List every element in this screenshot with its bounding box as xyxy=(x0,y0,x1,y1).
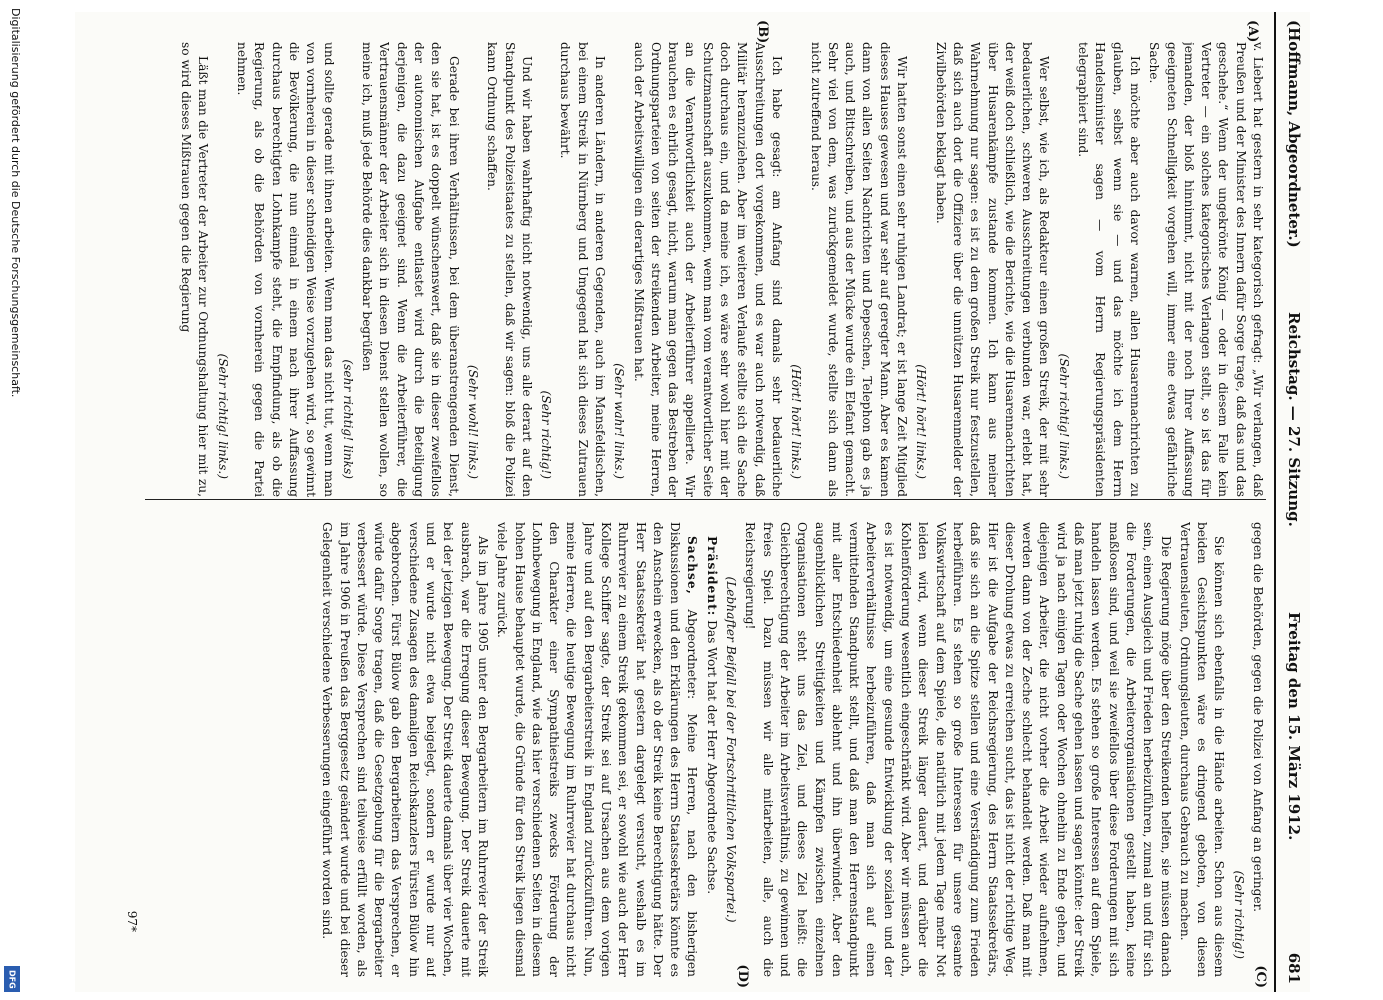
paragraph xyxy=(493,522,701,977)
paragraph-text: Gerade bei ihren Verhältnissen, bei dem überanstrengenden Dienst, den sie hat, ist es doppelt wünschenswert, daß sie in dieser zweifellos der autonomischen Aufgabe entlastet wird durch die Beteiligung derjenigen, die dazu geeignet sind. Wenn die Arbeiterführer, die Vertrauensmänner der Arbeiter sich in diesen Dienst stellen wollen, so meine ich, muß jede Behörde dies dankbar begrüßen xyxy=(360,42,461,497)
paragraph-text: Als im Jahre 1905 unter den Bergarbeitern im Ruhrrevier der Streik ausbrach, war die Erregung dieser Bewegung. Der Streik dauerte mit bei der jetzigen Bewegung. Der Streik dauerte damals über vier Wochen, und er wurde nicht etwa beigelegt, sondern er wurde nur auf verschiedene Zusagen des damaligen Reichskanzlers Fürsten Bülow hin abgebrochen. Fürst Bülow gab den Bergarbeitern das Versprechen, er würde dafür Sorge tragen, daß die Gesetzgebung für die Bergarbeiter verbessert würde. Diese Versprechen sind teilweise erfüllt worden, als im Jahre 1906 in Preußen das Berggesetz geändert wurde und bei dieser Gelegenheit verschiedene Verbesserungen eingeführt worden sind. xyxy=(320,522,490,977)
paragraph-text: Abgeordneter: Meine Herren, nach den bisherigen Diskussionen und den Erklärungen des Herrn Staatssekretärs könnte es den Anschein erwecken, als ob der Streik keine Berechtigung hätte. Der Herr Staatssekretär hat gestern dargelegt versucht, weshalb es im Ruhrrevier zu einem Streik gekommen sei, er sowohl wie auch der Herr Kollege Schiffer sagte, der Streik sei auf Ursachen aus dem vorigen Jahre und auf den Bergarbeiterstreik in England zurückzuführen. Nun, meine Herren, die heutige Bewegung im Ruhrrevier hat durchaus nicht den Charakter einer Sympathiestreiks zwecks Förderung der Lohnbewegung in England, wie das hier verschiedenen Seiten in diesem hohen Hause behauptet wurde, die Gründe für den Streik liegen diesmal viele Jahre zurück. xyxy=(495,522,700,977)
paragraph-text: Sie können sich ebenfalls in die Hände arbeiten. Schon aus diesem beiden Gesichtspunkten wäre es dringend geboten, von diesen Vertrauensleuten, Ordnungsleuten, durchaus Gebrauch zu machen. xyxy=(1177,522,1227,977)
paragraph xyxy=(741,522,1173,977)
paragraph-text: (Sehr wahr! links.) xyxy=(612,363,627,479)
stage-direction xyxy=(912,42,929,479)
speaker-name: Sachse, xyxy=(685,536,700,595)
paragraph xyxy=(233,42,337,497)
paragraph-text: (Hört! hört! links.) xyxy=(914,364,929,479)
paragraph-text: Und wir haben wahrhaftig nicht notwendig, uns alle derart auf den Standpunkt des Polizeistaates zu stellen, daß wir sagen: bloß die Polizei kann Ordnung schaffen. xyxy=(485,42,534,497)
paragraph xyxy=(358,42,462,497)
paragraph xyxy=(318,522,491,977)
paragraph-text: v. Liebert hat gestern in sehr kategorisch gefragt: „Wir verlangen, daß Preußen und der Minister des Innern dafür Sorge trage, daß das und das geschehe.“ Wenn der ungekrönte König — oder in diesem Falle kein Vertreter — ein solches kategorisches Verlangen stellt, so ist das für jemanden, der bloß hinnimmt, nicht mit der noch Ihrer Auffassung geeigneten Schnelligkeit vorgehen will, immer eine etwas gefährliche Sache. xyxy=(1147,42,1265,497)
paragraph-text: Ich habe gesagt: am Anfang sind damals sehr bedauerliche Ausschreitungen dort vorgekommen, und es war auch notwendig, daß Militär heranzuziehen. Aber im weiteren Verlaufe stellte sich die Sache doch durchaus ein, und da meine ich, es wäre sehr wohl hier mit der Schutzmannschaft auszukommen, wenn man vom verantwortlicher Seite an die Verantwortlichkeit auch der Arbeiterführer appellierte. Wir brauchen es ehrlich gesagt, nicht, warum man gegen das Bestreben der Ordnungsparteien von seiten der streikenden Arbeiter, meine Herren, auch der Arbeitswilligen ein derartiges Mißtrauen hat. xyxy=(631,42,784,497)
paragraph-text: (Sehr wohl! links.) xyxy=(465,364,480,479)
paragraph-text: Das Wort hat der Herr Abgeordnete Sachse. xyxy=(704,620,719,895)
scanned-page xyxy=(75,12,1310,992)
stage-direction xyxy=(1229,522,1246,959)
paragraph xyxy=(629,42,785,497)
paragraph xyxy=(806,42,910,497)
page-number: 681 xyxy=(1285,952,1303,984)
margin-mark-d: (D) xyxy=(735,964,750,988)
paragraph-text: (Sehr richtig!) xyxy=(539,390,554,479)
stage-direction xyxy=(1054,42,1071,479)
paragraph xyxy=(1249,522,1266,977)
paragraph-text: (Sehr richtig!) xyxy=(1231,870,1246,959)
paragraph-text: (Sehr richtig! links.) xyxy=(215,353,230,479)
paragraph xyxy=(483,42,535,497)
speaker-name: Präsident: xyxy=(704,536,719,617)
column-divider xyxy=(145,499,1266,500)
margin-mark-b: (B) xyxy=(755,20,770,44)
stage-direction xyxy=(339,42,356,479)
header-speaker: (Hoffmann, Abgeordneter.) xyxy=(1285,20,1303,248)
paragraph xyxy=(556,42,608,497)
header-session: Reichstag. — 27. Sitzung. xyxy=(1285,312,1303,527)
digitization-credit: Digitalisierung gefördert durch die Deutsche Forschungsgemeinschaft. xyxy=(9,8,22,398)
stage-direction xyxy=(722,522,739,977)
stage-direction xyxy=(610,42,627,479)
paragraph-text: Läßt man die Vertreter der Arbeiter zur Ordnungshaltung hier mit zu, so wird dieses Mißtrauen gegen die Regierung xyxy=(179,42,211,497)
paragraph-text: und sollte gerade mit ihnen arbeiten. Wenn man das nicht tut, wenn man von vornherein in dieser schneidigen Weise vorzugehen wird, so gewinnt die Bevölkerung, die nun einmal in einem nach ihrer Auffassung durchaus berechtigten Lohnkampfe steht, die Empfindung, als ob die Regierung, als ob die Behörden von vornherein gegen die Partei nehmen. xyxy=(235,42,336,497)
paragraph xyxy=(1176,522,1228,977)
stage-direction xyxy=(213,42,230,479)
dfg-logo-icon: DFG xyxy=(4,966,20,992)
stage-direction xyxy=(464,42,481,479)
stage-direction xyxy=(787,42,804,479)
paragraph xyxy=(177,42,212,497)
paragraph-text: (Hört! hört! links.) xyxy=(789,364,804,479)
paragraph xyxy=(1074,42,1143,497)
paragraph-text: (Lebhafter Beifall bei der Fortschrittlichen Volkspartei.) xyxy=(724,576,739,923)
paragraph xyxy=(1145,42,1266,497)
header-date: Freitag den 15. März 1912. xyxy=(1285,612,1303,841)
paragraph-text: Ich möchte aber auch davor warnen, allen Husarennachrichten zu glauben, selbst wenn sie — und das möchte ich dem Herrn Handelsminister sagen — vom Herrn Regierungspräsidenten telegraphiert sind. xyxy=(1076,42,1142,497)
page-header xyxy=(1274,12,1310,992)
paragraph-text: Wer selbst, wie ich, als Redakteur einen großen Streik, der mit sehr bedauerlichen, schweren Ausschreitungen verbunden war, erlebt hat, der weiß doch schließlich, wie die Berichte, wie die Husarennachrichten über Husarenkämpfe zustande kommen. Ich kann aus meiner Wahrnehmung nur sagen: es ist zu dem großen Streik nur festzustellen, daß sich auch dort die Offiziere über die unnützen Husarenmelder der Zivilbehörden beklagt haben. xyxy=(933,42,1052,497)
paragraph-text: Die Regierung möge über den Streikenden helfen, sie müssen danach sein, einen Ausgleich und Frieden herbeizuführen, zumal an und für sich die Forderungen, die Arbeiterorganisationen gestellt haben, keine maßlosen sind, und weil sie zweifellos über diese Forderungen mit sich handeln lassen werden. Es stehen so große Interessen auf dem Spiele, daß man jetzt ruhig die Sache gehen lassen und sagen könnte: der Streik wird ja nach einigen Tagen oder Wochen ohnehin zu Ende gehen, und diejenigen Arbeiter, die nicht vorher die Arbeit wieder aufnehmen, werden dann von der Zeche schlecht behandelt werden. Daß man mit dieser Drohung etwas zu erreichen sucht, das ist nicht der richtige Weg. Hier ist die Aufgabe der Reichsregierung, des Herrn Staatssekretärs, daß sie sich an die Spitze stellen und eine Verständigung zum Frieden herbeiführen. Es stehen so große Interessen für unsere gesamte Volkswirtschaft auf dem Spiele, die natürlich mit jedem Tage mehr Not leiden wird, wenn dieser Streik länger dauert, und darüber die Kohlenförderung wesentlich eingeschränkt wird. Aber wir müssen auch, es ist notwendig, um eine gesunde Entwicklung der sozialen und der Arbeiterverhältnisse herbeizuführen, daß man sich auf einen vermittelnden Standpunkt stellt, und daß man den Herrenstandpunkt mit aller Entschiedenheit ablehnt und ihn überwindet. Aber den augenblicklichen Streitigkeiten und Kämpfen zwischen einzelnen Organisationen steht uns das Ziel, und dieses Ziel heißt: die Gleichberechtigung der Arbeiter im Arbeitsverhältnis, zu gewinnen und freies Spiel. Dazu müssen wir alle mitarbeiten, alle, auch die Reichsregierung! xyxy=(743,522,1173,977)
paragraph-text: gegen die Behörden, gegen die Polizei von Anfang an geringer. xyxy=(1251,522,1265,912)
margin-mark-c: (C) xyxy=(1253,965,1268,988)
digitization-credit-strip xyxy=(0,0,26,1000)
paragraph xyxy=(703,522,720,977)
paragraph xyxy=(931,42,1052,497)
paragraph-text: In anderen Ländern, in anderen Gegenden, auch im Mansfeldischen, bei einem Streik in Nürnberg und Umgegend hat sich dieses Zutrauen durchaus bewährt. xyxy=(558,42,608,497)
paragraph-text: (Sehr richtig! links.) xyxy=(1056,353,1071,479)
left-column xyxy=(145,42,1266,497)
stage-direction xyxy=(537,42,554,479)
paragraph-text: Wir hatten sonst einen sehr ruhigen Landrat; er ist lange Zeit Mitglied dieses Hauses gewesen und war sehr auf geregter Mann. Aber es kamen dann von allen Seiten Nachrichten und Depeschen, Telephon gab es ja auch, und Bittschreiben, und aus der Mücke wurde ein Elefant gemacht. Sehr viel von dem, was zurückgemeldet wurde, stellte sich dann als nicht zutreffend heraus. xyxy=(808,42,910,497)
margin-mark-a: (A) xyxy=(1245,20,1260,43)
signature-mark: 97* xyxy=(125,910,139,932)
paragraph-text: (sehr richtig! links) xyxy=(340,359,355,479)
right-column xyxy=(145,522,1266,977)
